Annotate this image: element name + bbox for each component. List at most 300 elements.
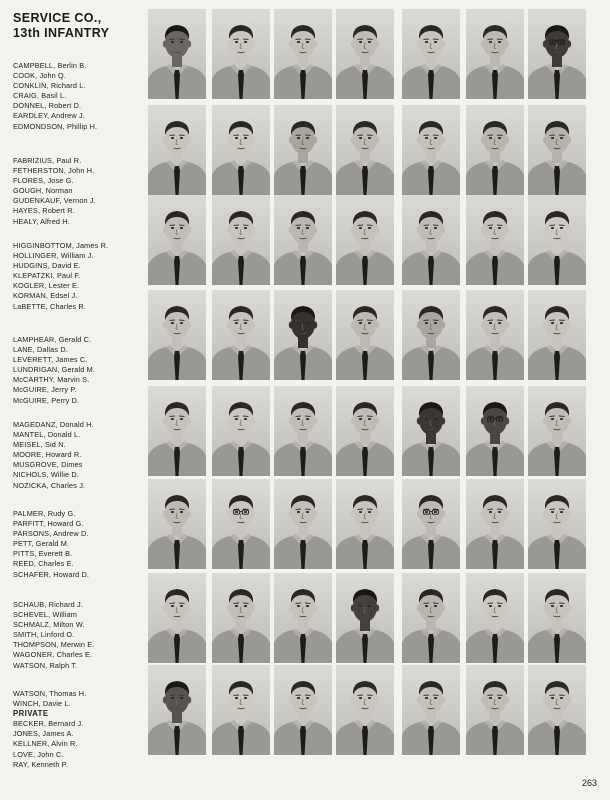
left-eye	[551, 605, 554, 607]
right-ear	[251, 418, 255, 425]
right-brow	[559, 695, 565, 696]
soldier-name: SCHAFER, Howard D.	[13, 569, 90, 579]
left-brow	[296, 135, 302, 136]
left-eye	[171, 418, 174, 420]
name-list-row-8	[13, 689, 149, 770]
right-brow	[179, 509, 185, 510]
soldier-name: KORMAN, Edsel J.	[13, 291, 78, 301]
right-brow	[367, 320, 373, 321]
portrait-photo	[336, 195, 394, 285]
portrait-photo	[336, 105, 394, 195]
right-eye	[560, 137, 563, 139]
right-ear	[567, 697, 571, 704]
portrait-photo	[148, 195, 206, 285]
right-ear	[187, 227, 191, 234]
left-ear	[351, 697, 355, 704]
right-eye	[498, 605, 501, 607]
left-eye	[297, 697, 300, 699]
left-ear	[289, 418, 293, 425]
right-brow	[305, 135, 311, 136]
right-eye	[498, 322, 501, 324]
right-eye	[560, 41, 563, 43]
left-ear	[543, 511, 547, 518]
left-eye	[425, 697, 428, 699]
portrait-photo	[274, 479, 332, 569]
right-brow	[433, 225, 439, 226]
left-eye	[297, 605, 300, 607]
portrait-photo	[528, 665, 586, 755]
right-brow	[367, 135, 373, 136]
left-brow	[550, 135, 556, 136]
right-eye	[180, 227, 183, 229]
left-eye	[235, 697, 238, 699]
left-brow	[424, 509, 430, 510]
right-ear	[313, 227, 317, 234]
left-brow	[358, 416, 364, 417]
left-brow	[424, 320, 430, 321]
left-brow	[234, 320, 240, 321]
right-brow	[367, 695, 373, 696]
right-brow	[497, 416, 503, 417]
soldier-name: REED, Charles E.	[13, 559, 74, 569]
left-ear	[227, 418, 231, 425]
right-brow	[559, 416, 565, 417]
right-ear	[251, 697, 255, 704]
right-brow	[305, 39, 311, 40]
left-ear	[543, 418, 547, 425]
left-brow	[424, 39, 430, 40]
left-brow	[234, 509, 240, 510]
left-ear	[163, 605, 167, 612]
right-eye	[244, 418, 247, 420]
name-list-row-4	[13, 335, 149, 406]
left-brow	[488, 320, 494, 321]
right-eye	[434, 41, 437, 43]
left-ear	[227, 322, 231, 329]
name-list-row-3	[13, 241, 149, 312]
right-ear	[505, 511, 509, 518]
soldier-name: CRAIG, Basil L.	[13, 91, 67, 101]
soldier-name: EDMONDSON, Phillip H.	[13, 121, 98, 131]
left-ear	[289, 605, 293, 612]
name-list-row-1	[13, 61, 149, 132]
right-eye	[368, 227, 371, 229]
soldier-name: WATSON, Thomas H.	[13, 689, 87, 698]
right-ear	[375, 605, 379, 612]
left-eye	[551, 227, 554, 229]
title-line-1: SERVICE CO.,	[13, 11, 102, 25]
portrait-photo	[274, 290, 332, 380]
left-eye	[425, 227, 428, 229]
left-brow	[234, 603, 240, 604]
left-eye	[171, 322, 174, 324]
left-eye	[359, 137, 362, 139]
left-brow	[488, 603, 494, 604]
left-eye	[297, 418, 300, 420]
right-brow	[559, 603, 565, 604]
soldier-name: BECKER, Bernard J.	[13, 719, 84, 729]
portrait-photo	[212, 573, 270, 663]
left-ear	[417, 511, 421, 518]
portrait-photo	[466, 573, 524, 663]
left-ear	[227, 137, 231, 144]
soldier-name: NICHOLS, Willie D.	[13, 470, 79, 480]
left-ear	[543, 41, 547, 48]
portrait-photo	[402, 105, 460, 195]
right-eye	[306, 605, 309, 607]
left-brow	[234, 416, 240, 417]
right-ear	[505, 605, 509, 612]
right-brow	[559, 39, 565, 40]
left-brow	[550, 695, 556, 696]
right-eye	[180, 322, 183, 324]
soldier-name: EARDLEY, Andrew J.	[13, 111, 85, 121]
soldier-name: PETT, Gerald M.	[13, 539, 70, 549]
left-brow	[234, 695, 240, 696]
page-title	[13, 11, 109, 41]
right-brow	[559, 225, 565, 226]
right-eye	[306, 418, 309, 420]
right-brow	[179, 225, 185, 226]
left-eye	[359, 697, 362, 699]
portrait-photo	[402, 195, 460, 285]
right-brow	[179, 695, 185, 696]
left-brow	[488, 225, 494, 226]
soldier-name: RAY, Kenneth P.	[13, 759, 68, 769]
soldier-name: NOZICKA, Charles J.	[13, 480, 86, 490]
right-ear	[313, 137, 317, 144]
left-ear	[417, 697, 421, 704]
right-ear	[441, 41, 445, 48]
soldier-name: GUDENKAUF, Vernon J.	[13, 196, 96, 206]
right-eye	[434, 418, 437, 420]
left-brow	[296, 416, 302, 417]
soldier-name: LEVERETT, James C.	[13, 355, 88, 365]
left-ear	[481, 418, 485, 425]
portrait-photo	[212, 105, 270, 195]
left-eye	[489, 137, 492, 139]
right-brow	[559, 509, 565, 510]
left-eye	[359, 227, 362, 229]
page-number: 263	[581, 778, 597, 788]
right-eye	[498, 418, 501, 420]
right-ear	[505, 41, 509, 48]
portrait-photo	[274, 105, 332, 195]
right-ear	[187, 697, 191, 704]
right-brow	[559, 135, 565, 136]
left-ear	[543, 605, 547, 612]
soldier-name: HAYES, Robert R.	[13, 206, 75, 216]
right-ear	[441, 511, 445, 518]
soldier-name: CAMPBELL, Berlin B.	[13, 61, 87, 70]
left-brow	[550, 225, 556, 226]
right-ear	[441, 322, 445, 329]
left-eye	[235, 418, 238, 420]
soldier-name: LAMPHEAR, Gerald C.	[13, 335, 92, 344]
portrait-row-6	[148, 479, 590, 569]
portrait-photo	[212, 290, 270, 380]
right-brow	[305, 509, 311, 510]
soldier-name: WINCH, Davie L.	[13, 699, 71, 709]
right-eye	[244, 322, 247, 324]
right-eye	[368, 322, 371, 324]
left-ear	[227, 605, 231, 612]
right-brow	[433, 603, 439, 604]
left-brow	[170, 416, 176, 417]
portrait-photo	[148, 105, 206, 195]
left-brow	[234, 135, 240, 136]
right-ear	[313, 322, 317, 329]
left-brow	[550, 39, 556, 40]
portrait-photo	[528, 479, 586, 569]
right-eye	[180, 41, 183, 43]
right-brow	[497, 135, 503, 136]
right-ear	[375, 227, 379, 234]
soldier-name: GOUGH, Norman	[13, 186, 73, 196]
right-ear	[505, 137, 509, 144]
left-eye	[551, 137, 554, 139]
right-eye	[244, 41, 247, 43]
soldier-name: MUSGROVE, Dimes	[13, 460, 83, 470]
right-eye	[560, 511, 563, 513]
left-eye	[297, 137, 300, 139]
left-eye	[235, 322, 238, 324]
left-ear	[163, 511, 167, 518]
portrait-photo	[528, 105, 586, 195]
portrait-row-5	[148, 386, 590, 476]
portrait-photo	[336, 665, 394, 755]
right-brow	[367, 39, 373, 40]
left-eye	[359, 605, 362, 607]
left-eye	[425, 605, 428, 607]
left-eye	[489, 511, 492, 513]
right-brow	[243, 603, 249, 604]
right-brow	[367, 603, 373, 604]
left-eye	[359, 418, 362, 420]
right-eye	[498, 511, 501, 513]
right-ear	[313, 41, 317, 48]
right-ear	[441, 137, 445, 144]
right-brow	[179, 416, 185, 417]
left-eye	[235, 227, 238, 229]
left-brow	[488, 695, 494, 696]
right-brow	[179, 603, 185, 604]
soldier-name: MANTEL, Donald L.	[13, 430, 81, 440]
portrait-photo	[336, 386, 394, 476]
right-brow	[305, 695, 311, 696]
right-ear	[313, 697, 317, 704]
portrait-photo	[212, 386, 270, 476]
left-brow	[296, 695, 302, 696]
left-brow	[358, 695, 364, 696]
right-brow	[497, 320, 503, 321]
left-eye	[235, 41, 238, 43]
right-brow	[305, 320, 311, 321]
right-brow	[497, 603, 503, 604]
right-ear	[375, 697, 379, 704]
soldier-name: LUNDRIGAN, Gerald M.	[13, 365, 96, 375]
right-eye	[434, 137, 437, 139]
left-brow	[358, 39, 364, 40]
right-brow	[305, 416, 311, 417]
soldier-name: MAGEDANZ, Donald H.	[13, 420, 94, 429]
left-ear	[417, 41, 421, 48]
right-brow	[433, 416, 439, 417]
left-eye	[551, 41, 554, 43]
left-brow	[234, 39, 240, 40]
right-brow	[243, 509, 249, 510]
left-ear	[417, 322, 421, 329]
left-brow	[296, 39, 302, 40]
right-ear	[375, 418, 379, 425]
right-ear	[187, 41, 191, 48]
portrait-photo	[336, 479, 394, 569]
portrait-row-1	[148, 9, 590, 99]
soldier-name: HOLLINGER, William J.	[13, 251, 94, 261]
soldier-name: HEALY, Alfred H.	[13, 216, 70, 226]
soldier-name: LaBETTE, Charles R.	[13, 301, 87, 311]
soldier-name: FABRIZIUS, Paul R.	[13, 156, 82, 165]
left-ear	[351, 137, 355, 144]
left-brow	[170, 603, 176, 604]
left-eye	[489, 605, 492, 607]
left-brow	[358, 509, 364, 510]
right-ear	[187, 418, 191, 425]
portrait-photo	[466, 105, 524, 195]
left-eye	[425, 322, 428, 324]
right-eye	[306, 697, 309, 699]
left-ear	[481, 41, 485, 48]
right-eye	[560, 418, 563, 420]
right-brow	[433, 509, 439, 510]
right-ear	[505, 697, 509, 704]
portrait-photo	[402, 665, 460, 755]
right-brow	[367, 509, 373, 510]
portrait-photo	[466, 386, 524, 476]
right-brow	[243, 225, 249, 226]
right-ear	[187, 322, 191, 329]
left-ear	[543, 697, 547, 704]
left-eye	[489, 418, 492, 420]
right-brow	[179, 39, 185, 40]
portrait-photo	[274, 573, 332, 663]
rank-heading: PRIVATE	[13, 709, 49, 719]
soldier-name: LOVE, John C.	[13, 749, 64, 759]
left-ear	[543, 137, 547, 144]
right-eye	[368, 605, 371, 607]
left-ear	[481, 322, 485, 329]
portrait-photo	[402, 479, 460, 569]
right-eye	[434, 697, 437, 699]
right-eye	[434, 605, 437, 607]
name-list-row-5	[13, 420, 149, 491]
left-ear	[163, 227, 167, 234]
portrait-photo	[336, 573, 394, 663]
left-brow	[170, 135, 176, 136]
soldier-name: HUDGINS, David E.	[13, 261, 81, 271]
right-eye	[434, 227, 437, 229]
left-brow	[424, 225, 430, 226]
left-eye	[171, 41, 174, 43]
left-eye	[171, 137, 174, 139]
right-ear	[375, 41, 379, 48]
right-eye	[368, 511, 371, 513]
right-eye	[306, 137, 309, 139]
portrait-photo	[402, 573, 460, 663]
left-ear	[351, 418, 355, 425]
left-brow	[550, 416, 556, 417]
soldier-name: THOMPSON, Merwin E.	[13, 640, 95, 650]
left-eye	[297, 322, 300, 324]
left-eye	[171, 697, 174, 699]
right-eye	[244, 605, 247, 607]
left-ear	[417, 137, 421, 144]
right-eye	[244, 511, 247, 513]
left-eye	[425, 41, 428, 43]
right-ear	[251, 605, 255, 612]
right-eye	[180, 605, 183, 607]
right-ear	[375, 322, 379, 329]
right-brow	[243, 39, 249, 40]
portrait-photo	[466, 479, 524, 569]
portrait-photo	[148, 386, 206, 476]
right-brow	[179, 135, 185, 136]
left-brow	[550, 320, 556, 321]
right-brow	[305, 603, 311, 604]
left-brow	[424, 603, 430, 604]
right-eye	[306, 511, 309, 513]
right-brow	[433, 695, 439, 696]
soldier-name: McGUIRE, Perry D.	[13, 395, 80, 405]
right-ear	[375, 137, 379, 144]
left-brow	[170, 320, 176, 321]
right-brow	[179, 320, 185, 321]
portrait-row-8	[148, 665, 590, 755]
left-eye	[425, 418, 428, 420]
left-eye	[425, 137, 428, 139]
right-ear	[505, 227, 509, 234]
left-eye	[171, 227, 174, 229]
portrait-photo	[148, 573, 206, 663]
left-ear	[289, 322, 293, 329]
left-ear	[351, 511, 355, 518]
right-ear	[505, 418, 509, 425]
soldier-name: KOGLER, Lester E.	[13, 281, 80, 291]
right-ear	[187, 605, 191, 612]
left-eye	[489, 41, 492, 43]
left-brow	[296, 603, 302, 604]
right-ear	[187, 511, 191, 518]
left-brow	[170, 39, 176, 40]
right-eye	[180, 511, 183, 513]
left-eye	[551, 418, 554, 420]
left-ear	[481, 697, 485, 704]
right-eye	[434, 511, 437, 513]
portrait-photo	[148, 479, 206, 569]
portrait-photo	[274, 386, 332, 476]
portrait-photo	[528, 573, 586, 663]
right-ear	[251, 511, 255, 518]
soldier-name: MEISEL, Sid N.	[13, 440, 66, 450]
soldier-name: SCHMALZ, Milton W.	[13, 620, 85, 630]
left-brow	[296, 225, 302, 226]
right-ear	[567, 227, 571, 234]
right-ear	[313, 511, 317, 518]
right-ear	[251, 137, 255, 144]
soldier-name: LANE, Dallas D.	[13, 345, 68, 355]
left-brow	[424, 416, 430, 417]
right-eye	[244, 697, 247, 699]
